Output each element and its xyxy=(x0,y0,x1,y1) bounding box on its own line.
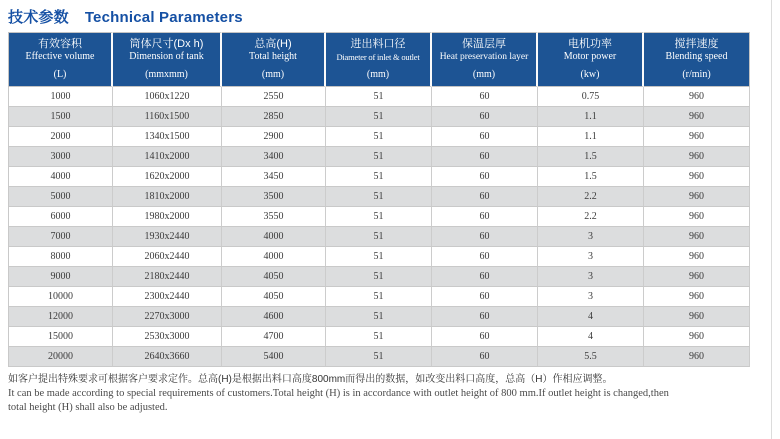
table-cell-tank-dimension: 1060x1220 xyxy=(113,87,222,107)
table-cell-tank-dimension: 2300x2440 xyxy=(113,287,222,307)
table-cell-motor-power: 1.5 xyxy=(538,167,644,187)
note-chinese: 如客户提出特殊要求可根据客户要求定作。总高(H)是根据出料口高度800mm而得出的数据，如改变出料口高度，总高（H）作相应调整。 xyxy=(8,374,613,385)
table-cell-effective-volume: 20000 xyxy=(8,347,113,367)
table-cell-blending-speed: 960 xyxy=(644,87,750,107)
table-row xyxy=(8,227,750,247)
table-cell-effective-volume: 8000 xyxy=(8,247,113,267)
table-row xyxy=(8,87,750,107)
header-en-heat-preservation-layer: Heat preservation layer xyxy=(439,52,529,62)
column-header-motor-power xyxy=(538,32,644,87)
table-cell-total-height: 2550 xyxy=(222,87,326,107)
page-edge-line xyxy=(771,0,772,439)
header-en-blending-speed: Blending speed xyxy=(665,51,728,62)
table-cell-heat-preservation-layer: 60 xyxy=(432,347,538,367)
table-cell-heat-preservation-layer: 60 xyxy=(432,247,538,267)
table-row xyxy=(8,267,750,287)
table-cell-heat-preservation-layer: 60 xyxy=(432,327,538,347)
table-cell-tank-dimension: 1810x2000 xyxy=(113,187,222,207)
table-cell-motor-power: 3 xyxy=(538,267,644,287)
table-cell-heat-preservation-layer: 60 xyxy=(432,227,538,247)
table-cell-motor-power: 3 xyxy=(538,287,644,307)
table-cell-tank-dimension: 1620x2000 xyxy=(113,167,222,187)
table-cell-blending-speed: 960 xyxy=(644,347,750,367)
header-unit-total-height: (mm) xyxy=(261,69,285,80)
table-cell-inlet-outlet-diameter: 51 xyxy=(326,307,432,327)
table-row xyxy=(8,187,750,207)
table-cell-tank-dimension: 1930x2440 xyxy=(113,227,222,247)
header-zh-effective-volume: 有效容积 xyxy=(38,38,82,50)
table-cell-motor-power: 1.5 xyxy=(538,147,644,167)
table-cell-blending-speed: 960 xyxy=(644,227,750,247)
table-cell-total-height: 4000 xyxy=(222,227,326,247)
table-row xyxy=(8,127,750,147)
table-cell-effective-volume: 3000 xyxy=(8,147,113,167)
table-cell-tank-dimension: 1340x1500 xyxy=(113,127,222,147)
table-row xyxy=(8,147,750,167)
header-zh-heat-preservation-layer: 保温层厚 xyxy=(462,38,506,50)
table-cell-motor-power: 1.1 xyxy=(538,107,644,127)
table-cell-total-height: 5400 xyxy=(222,347,326,367)
table-cell-blending-speed: 960 xyxy=(644,107,750,127)
column-header-inlet-outlet-diameter xyxy=(326,32,432,87)
table-cell-heat-preservation-layer: 60 xyxy=(432,287,538,307)
table-cell-blending-speed: 960 xyxy=(644,327,750,347)
table-cell-effective-volume: 1000 xyxy=(8,87,113,107)
table-cell-total-height: 3500 xyxy=(222,187,326,207)
table-cell-tank-dimension: 2180x2440 xyxy=(113,267,222,287)
header-unit-tank-dimension: (mmxmm) xyxy=(145,69,188,80)
table-cell-total-height: 3550 xyxy=(222,207,326,227)
column-header-heat-preservation-layer xyxy=(432,32,538,87)
table-cell-tank-dimension: 2270x3000 xyxy=(113,307,222,327)
table-cell-blending-speed: 960 xyxy=(644,167,750,187)
header-en-inlet-outlet-diameter: Diameter of inlet & outlet xyxy=(336,52,420,62)
table-cell-effective-volume: 1500 xyxy=(8,107,113,127)
table-cell-total-height: 4050 xyxy=(222,287,326,307)
table-cell-inlet-outlet-diameter: 51 xyxy=(326,347,432,367)
table-cell-heat-preservation-layer: 60 xyxy=(432,87,538,107)
note-english-line1: It can be made according to special requirements of customers.Total height (H) is in accordance with outlet height of 800 mm.If outlet height is changed,then xyxy=(8,388,669,399)
table-cell-inlet-outlet-diameter: 51 xyxy=(326,247,432,267)
table-cell-tank-dimension: 1410x2000 xyxy=(113,147,222,167)
note-english-line2: total height (H) shall also be adjusted. xyxy=(8,402,168,413)
table-header-row xyxy=(8,32,750,87)
table-cell-inlet-outlet-diameter: 51 xyxy=(326,107,432,127)
table-cell-blending-speed: 960 xyxy=(644,247,750,267)
table-cell-heat-preservation-layer: 60 xyxy=(432,187,538,207)
header-unit-effective-volume: (L) xyxy=(53,69,67,80)
table-cell-motor-power: 1.1 xyxy=(538,127,644,147)
table-cell-inlet-outlet-diameter: 51 xyxy=(326,147,432,167)
table-cell-motor-power: 5.5 xyxy=(538,347,644,367)
table-cell-motor-power: 4 xyxy=(538,307,644,327)
table-cell-heat-preservation-layer: 60 xyxy=(432,267,538,287)
table-cell-heat-preservation-layer: 60 xyxy=(432,127,538,147)
table-row xyxy=(8,327,750,347)
table-cell-effective-volume: 9000 xyxy=(8,267,113,287)
header-zh-tank-dimension: 筒体尺寸(Dx h) xyxy=(129,38,204,50)
table-cell-inlet-outlet-diameter: 51 xyxy=(326,87,432,107)
table-cell-motor-power: 4 xyxy=(538,327,644,347)
page-title xyxy=(0,0,780,32)
table-cell-tank-dimension: 2060x2440 xyxy=(113,247,222,267)
header-unit-blending-speed: (r/min) xyxy=(682,69,711,80)
table-cell-inlet-outlet-diameter: 51 xyxy=(326,287,432,307)
table-cell-blending-speed: 960 xyxy=(644,187,750,207)
header-zh-motor-power: 电机功率 xyxy=(568,38,612,50)
table-row xyxy=(8,347,750,367)
table-row xyxy=(8,207,750,227)
table-cell-motor-power: 3 xyxy=(538,247,644,267)
table-cell-heat-preservation-layer: 60 xyxy=(432,107,538,127)
table-cell-total-height: 4600 xyxy=(222,307,326,327)
header-en-effective-volume: Effective volume xyxy=(25,51,95,62)
table-row xyxy=(8,107,750,127)
header-zh-total-height: 总高(H) xyxy=(254,38,292,50)
table-cell-effective-volume: 10000 xyxy=(8,287,113,307)
table-cell-blending-speed: 960 xyxy=(644,127,750,147)
table-cell-tank-dimension: 1160x1500 xyxy=(113,107,222,127)
page-title-english: Technical Parameters xyxy=(84,9,243,26)
header-en-motor-power: Motor power xyxy=(563,51,617,62)
table-cell-inlet-outlet-diameter: 51 xyxy=(326,167,432,187)
header-unit-heat-preservation-layer: (mm) xyxy=(472,69,496,80)
table-cell-motor-power: 3 xyxy=(538,227,644,247)
table-cell-blending-speed: 960 xyxy=(644,307,750,327)
table-cell-inlet-outlet-diameter: 51 xyxy=(326,207,432,227)
table-cell-motor-power: 2.2 xyxy=(538,207,644,227)
table-cell-total-height: 2850 xyxy=(222,107,326,127)
table-cell-effective-volume: 15000 xyxy=(8,327,113,347)
table-cell-tank-dimension: 2530x3000 xyxy=(113,327,222,347)
table-cell-blending-speed: 960 xyxy=(644,287,750,307)
table-cell-total-height: 3400 xyxy=(222,147,326,167)
table-cell-effective-volume: 5000 xyxy=(8,187,113,207)
table-row xyxy=(8,307,750,327)
table-row xyxy=(8,287,750,307)
table-cell-heat-preservation-layer: 60 xyxy=(432,207,538,227)
table-cell-motor-power: 2.2 xyxy=(538,187,644,207)
table-cell-total-height: 4700 xyxy=(222,327,326,347)
header-unit-inlet-outlet-diameter: (mm) xyxy=(366,69,390,80)
header-zh-blending-speed: 搅拌速度 xyxy=(674,38,719,50)
table-cell-heat-preservation-layer: 60 xyxy=(432,307,538,327)
table-cell-effective-volume: 4000 xyxy=(8,167,113,187)
table-cell-effective-volume: 6000 xyxy=(8,207,113,227)
column-header-blending-speed xyxy=(644,32,750,87)
footer-notes xyxy=(8,372,764,415)
table-cell-effective-volume: 7000 xyxy=(8,227,113,247)
header-row xyxy=(8,32,750,87)
table-cell-inlet-outlet-diameter: 51 xyxy=(326,267,432,287)
header-en-total-height: Total height xyxy=(249,51,297,62)
table-cell-inlet-outlet-diameter: 51 xyxy=(326,327,432,347)
header-unit-motor-power: (kw) xyxy=(580,69,600,80)
table-row xyxy=(8,247,750,267)
table-cell-motor-power: 0.75 xyxy=(538,87,644,107)
table-body xyxy=(8,87,750,367)
header-en-tank-dimension: Dimension of tank xyxy=(129,51,204,62)
table-cell-total-height: 2900 xyxy=(222,127,326,147)
table-cell-blending-speed: 960 xyxy=(644,207,750,227)
table-cell-inlet-outlet-diameter: 51 xyxy=(326,127,432,147)
column-header-total-height xyxy=(222,32,326,87)
column-header-effective-volume xyxy=(8,32,113,87)
technical-parameters-table xyxy=(8,32,750,367)
column-header-tank-dimension xyxy=(113,32,222,87)
table-cell-heat-preservation-layer: 60 xyxy=(432,167,538,187)
table-cell-tank-dimension: 1980x2000 xyxy=(113,207,222,227)
table-cell-effective-volume: 12000 xyxy=(8,307,113,327)
page-title-chinese: 技术参数 xyxy=(8,9,69,26)
table-cell-inlet-outlet-diameter: 51 xyxy=(326,187,432,207)
table-cell-blending-speed: 960 xyxy=(644,147,750,167)
header-zh-inlet-outlet-diameter: 进出料口径 xyxy=(350,38,406,50)
table-cell-blending-speed: 960 xyxy=(644,267,750,287)
table-cell-heat-preservation-layer: 60 xyxy=(432,147,538,167)
table-cell-total-height: 3450 xyxy=(222,167,326,187)
table-cell-total-height: 4000 xyxy=(222,247,326,267)
table-cell-effective-volume: 2000 xyxy=(8,127,113,147)
table-cell-inlet-outlet-diameter: 51 xyxy=(326,227,432,247)
table-row xyxy=(8,167,750,187)
table-cell-tank-dimension: 2640x3660 xyxy=(113,347,222,367)
table-cell-total-height: 4050 xyxy=(222,267,326,287)
